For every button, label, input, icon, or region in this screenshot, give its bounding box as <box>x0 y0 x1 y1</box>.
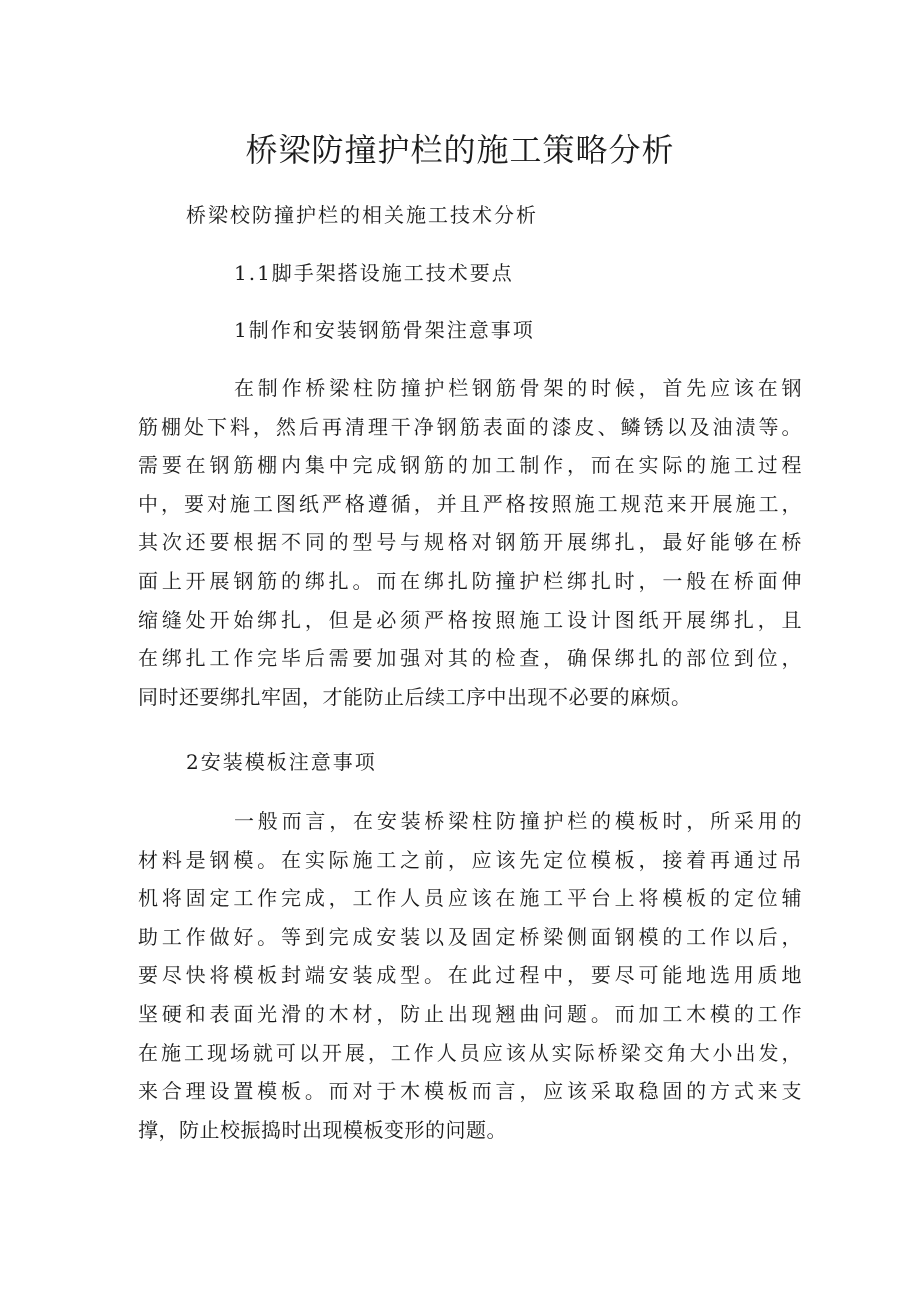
paragraph-line: 助工作做好。等到完成安装以及固定桥梁侧面钢模的工作以后， <box>138 924 802 949</box>
paragraph-line: 在制作桥梁柱防撞护栏钢筋骨架的时候，首先应该在钢 <box>234 376 802 400</box>
paragraph-formwork <box>138 802 802 1149</box>
paragraph-line: 同时还要绑扎牢固，才能防止后续工序中出现不必要的麻烦。 <box>138 684 692 709</box>
paragraph-line: 来合理设置模板。而对于木模板而言，应该采取稳固的方式来支 <box>138 1079 802 1104</box>
paragraph-line: 坚硬和表面光滑的木材，防止出现翘曲问题。而加工木模的工作 <box>138 1001 802 1026</box>
section-heading-2: 2安装模板注意事项 <box>186 750 377 774</box>
paragraph-line: 材料是钢模。在实际施工之前，应该先定位模板，接着再通过吊 <box>138 847 802 872</box>
paragraph-line: 在施工现场就可以开展，工作人员应该从实际桥梁交角大小出发， <box>138 1040 802 1065</box>
paragraph-line: 要尽快将模板封端安装成型。在此过程中，要尽可能地选用质地 <box>138 963 802 988</box>
paragraph-line: 面上开展钢筋的绑扎。而在绑扎防撞护栏绑扎时，一般在桥面伸 <box>138 568 802 593</box>
paragraph-line: 需要在钢筋棚内集中完成钢筋的加工制作，而在实际的施工过程 <box>138 453 802 478</box>
document-title: 桥梁防撞护栏的施工策略分析 <box>245 131 675 169</box>
section-heading-1-1: 1.1脚手架搭设施工技术要点 <box>234 261 514 285</box>
paragraph-line: 其次还要根据不同的型号与规格对钢筋开展绑扎，最好能够在桥 <box>138 530 802 555</box>
paragraph-line: 机将固定工作完成，工作人员应该在施工平台上将模板的定位辅 <box>138 886 802 911</box>
section-heading-1: 1制作和安装钢筋骨架注意事项 <box>234 318 535 342</box>
paragraph-line: 撑，防止校振捣时出现模板变形的问题。 <box>138 1117 507 1142</box>
section-heading-main: 桥梁校防撞护栏的相关施工技术分析 <box>186 203 538 227</box>
paragraph-line: 筋棚处下料，然后再清理干净钢筋表面的漆皮、鳞锈以及油渍等。 <box>138 414 802 439</box>
paragraph-line: 在绑扎工作完毕后需要加强对其的检查，确保绑扎的部位到位， <box>138 646 802 671</box>
paragraph-rebar-skeleton <box>138 369 802 716</box>
paragraph-line: 一般而言，在安装桥梁柱防撞护栏的模板时，所采用的 <box>234 809 802 833</box>
paragraph-line: 中，要对施工图纸严格遵循，并且严格按照施工规范来开展施工， <box>138 491 802 516</box>
paragraph-line: 缩缝处开始绑扎，但是必须严格按照施工设计图纸开展绑扎，且 <box>138 607 802 632</box>
